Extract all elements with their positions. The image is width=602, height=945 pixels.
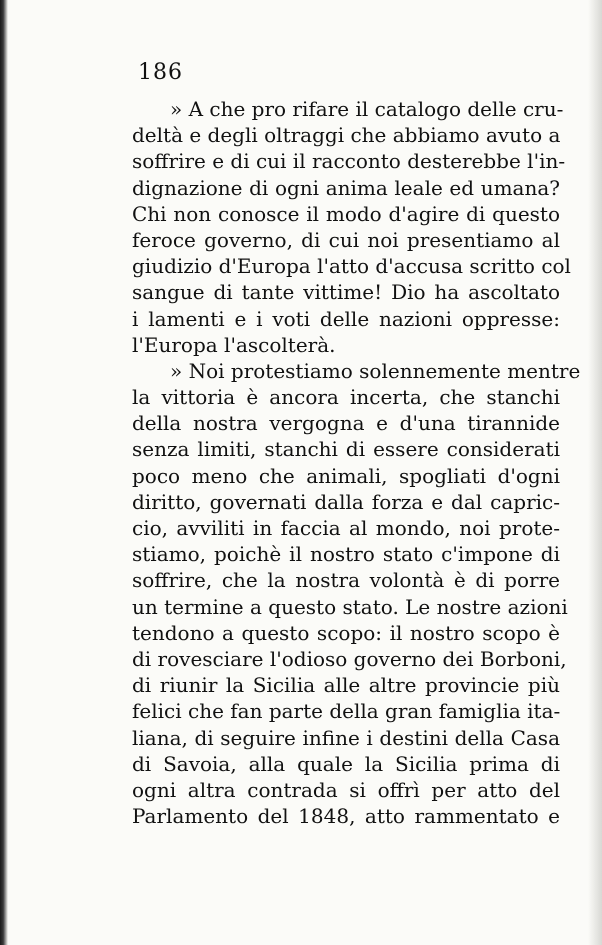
text-line: » A che pro rifare il catalogo delle cru- <box>170 97 564 121</box>
text-line: di rovesciare l'odioso governo dei Borboni, <box>132 646 567 671</box>
text-line: feroce governo, di cui noi presentiamo al <box>132 227 560 252</box>
body-text <box>132 96 581 829</box>
text-line: un termine a questo stato. Le nostre azioni <box>132 594 568 619</box>
text-line: senza limiti, stanchi di essere considerati <box>132 437 560 462</box>
text-line: diritto, governati dalla forza e dal capric- <box>132 489 560 514</box>
text-line: dignazione di ogni anima leale ed umana? <box>132 175 560 200</box>
text-line: ogni altra contrada si offrì per atto del <box>132 777 560 802</box>
text-line: soffrire e di cui il racconto desterebbe l'in- <box>132 149 566 174</box>
text-line: cio, avviliti in faccia al mondo, noi prote- <box>132 516 560 540</box>
text-line: felici che fan parte della gran famiglia ita- <box>132 699 561 724</box>
text-line: di riunir la Sicilia alle altre provincie più <box>132 673 560 698</box>
text-line: poco meno che animali, spogliati d'ogni <box>132 463 560 488</box>
text-line: i lamenti e i voti delle nazioni oppresse: <box>132 306 560 331</box>
text-line: l'Europa l'ascolterà. <box>132 332 336 357</box>
text-line: della nostra vergogna e d'una tirannide <box>132 411 560 436</box>
text-line: deltà e degli oltraggi che abbiamo avuto a <box>132 123 561 148</box>
text-line: » Noi protestiamo solennemente mentre <box>170 358 581 383</box>
page-binding-shadow <box>0 0 8 945</box>
text-line: soffrire, che la nostra volontà è di porre <box>132 568 560 593</box>
text-line: sangue di tante vittime! Dio ha ascoltato <box>132 280 560 305</box>
page-number: 186 <box>138 60 183 85</box>
text-line: liana, di seguire infine i destini della Casa <box>132 725 560 750</box>
text-line: di Savoia, alla quale la Sicilia prima di <box>132 751 560 776</box>
text-line: Parlamento del 1848, atto rammentato e <box>132 804 560 829</box>
text-line: Chi non conosce il modo d'agire di questo <box>132 201 560 226</box>
text-line: la vittoria è ancora incerta, che stanchi <box>132 385 560 410</box>
text-line: tendono a questo scopo: il nostro scopo è <box>132 620 560 645</box>
text-line: giudizio d'Europa l'atto d'accusa scritto col <box>132 254 571 279</box>
page-edge <box>588 0 602 945</box>
text-line: stiamo, poichè il nostro stato c'impone di <box>132 542 560 567</box>
